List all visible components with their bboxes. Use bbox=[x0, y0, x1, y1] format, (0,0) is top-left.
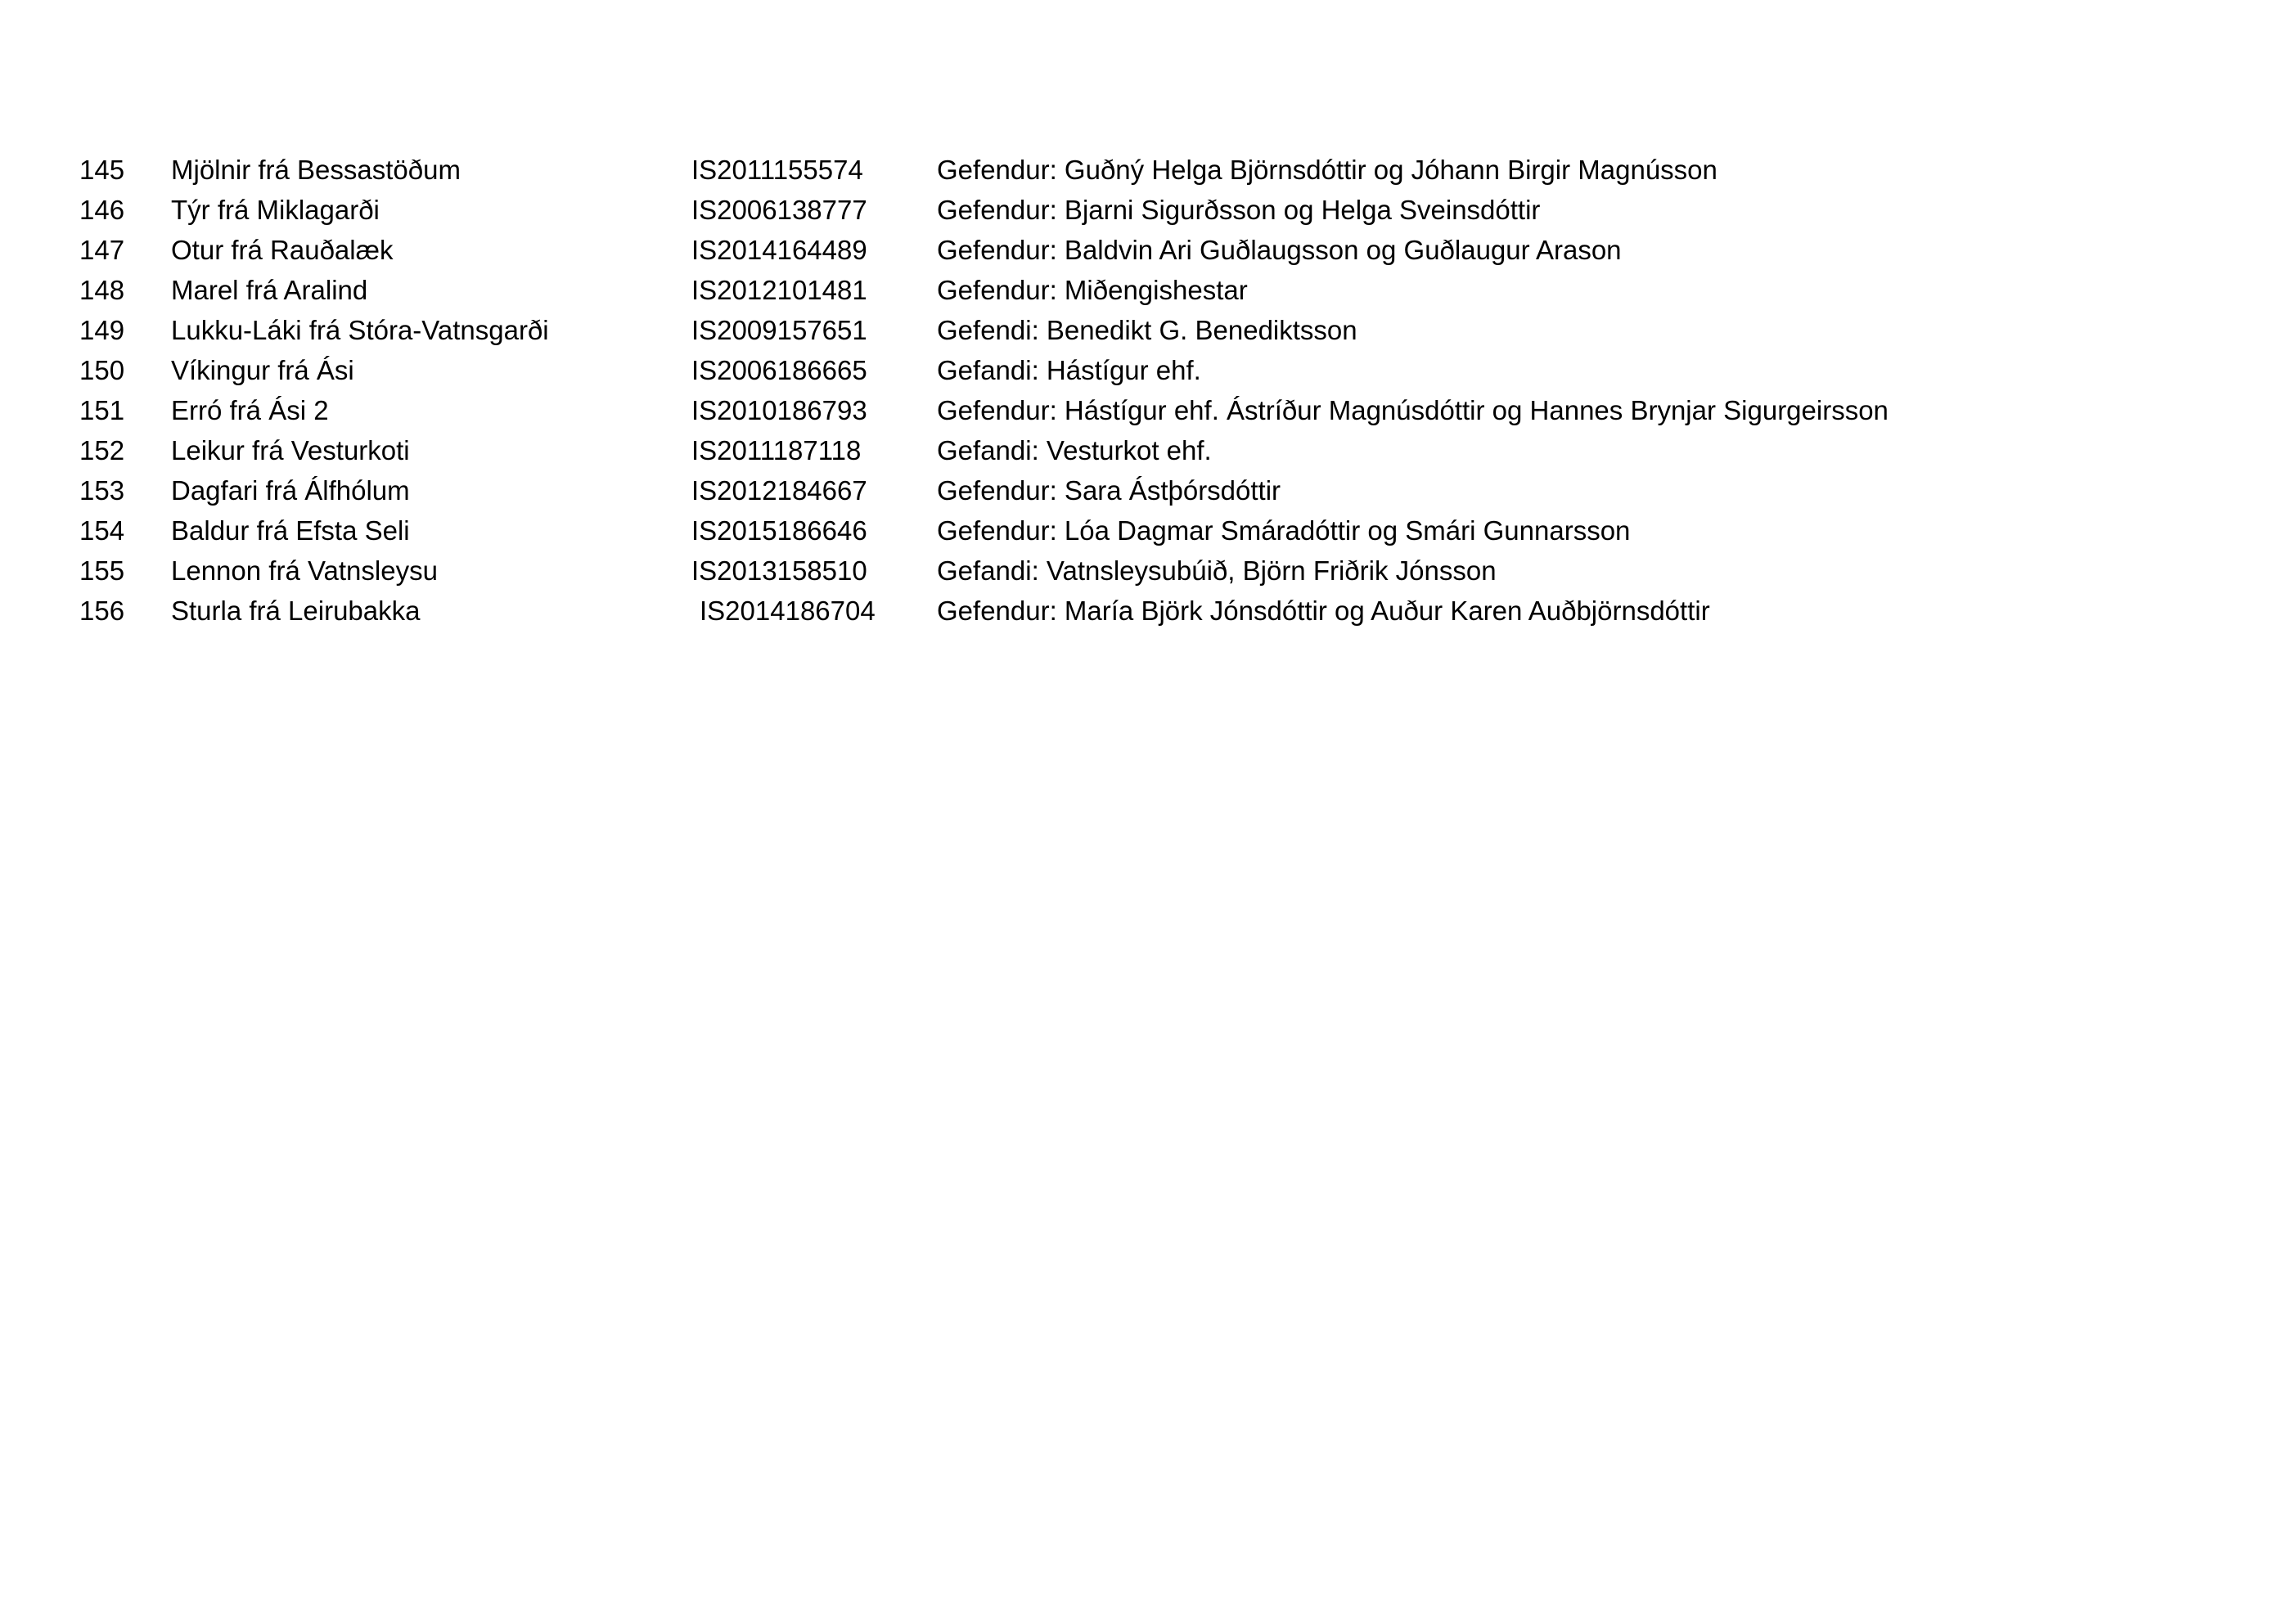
donors-text: Gefendur: Baldvin Ari Guðlaugsson og Guðlaugur Arason bbox=[937, 235, 1622, 265]
entry-number: 154 bbox=[79, 515, 125, 546]
list-item bbox=[0, 230, 2296, 270]
horse-name: Erró frá Ási 2 bbox=[171, 395, 329, 425]
registration-id: IS2009157651 bbox=[691, 315, 867, 345]
donors-text: Gefendur: Bjarni Sigurðsson og Helga Sveinsdóttir bbox=[937, 195, 1541, 225]
entry-number: 151 bbox=[79, 395, 125, 425]
list-item bbox=[0, 390, 2296, 430]
registration-id: IS2006186665 bbox=[691, 355, 867, 385]
horse-name: Marel frá Aralind bbox=[171, 275, 368, 305]
registration-id: IS2014164489 bbox=[691, 235, 867, 265]
registration-id: IS2012184667 bbox=[691, 475, 867, 506]
horse-name: Lennon frá Vatnsleysu bbox=[171, 555, 438, 586]
entry-number: 152 bbox=[79, 435, 125, 465]
horse-name: Týr frá Miklagarði bbox=[171, 195, 380, 225]
list-item bbox=[0, 591, 2296, 631]
entry-number: 155 bbox=[79, 555, 125, 586]
donors-text: Gefandi: Vatnsleysubúið, Björn Friðrik Jónsson bbox=[937, 555, 1497, 586]
horse-name: Lukku-Láki frá Stóra-Vatnsgarði bbox=[171, 315, 549, 345]
horse-name: Mjölnir frá Bessastöðum bbox=[171, 155, 461, 185]
entry-number: 148 bbox=[79, 275, 125, 305]
registration-id: IS2013158510 bbox=[691, 555, 867, 586]
entry-number: 149 bbox=[79, 315, 125, 345]
donors-text: Gefendi: Benedikt G. Benediktsson bbox=[937, 315, 1357, 345]
horse-name: Dagfari frá Álfhólum bbox=[171, 475, 410, 506]
entry-number: 145 bbox=[79, 155, 125, 185]
registration-id: IS2012101481 bbox=[691, 275, 867, 305]
list-item bbox=[0, 350, 2296, 390]
entry-number: 146 bbox=[79, 195, 125, 225]
registration-id: IS2015186646 bbox=[691, 515, 867, 546]
horse-name: Otur frá Rauðalæk bbox=[171, 235, 394, 265]
registration-id: IS2011187118 bbox=[691, 435, 862, 465]
horse-name: Víkingur frá Ási bbox=[171, 355, 354, 385]
list-item bbox=[0, 551, 2296, 591]
entry-number: 147 bbox=[79, 235, 125, 265]
list-item bbox=[0, 470, 2296, 510]
registration-id: IS2011155574 bbox=[691, 155, 863, 185]
list-item bbox=[0, 430, 2296, 470]
horse-name: Leikur frá Vesturkoti bbox=[171, 435, 410, 465]
entry-number: 150 bbox=[79, 355, 125, 385]
list-item bbox=[0, 190, 2296, 230]
donors-text: Gefendur: Hástígur ehf. Ástríður Magnúsdóttir og Hannes Brynjar Sigurgeirsson bbox=[937, 395, 1889, 425]
donors-text: Gefendur: María Björk Jónsdóttir og Auður Karen Auðbjörnsdóttir bbox=[937, 596, 1710, 626]
donors-text: Gefendur: Miðengishestar bbox=[937, 275, 1248, 305]
list-item bbox=[0, 510, 2296, 551]
donors-text: Gefandi: Vesturkot ehf. bbox=[937, 435, 1212, 465]
entry-number: 156 bbox=[79, 596, 125, 626]
list-item bbox=[0, 150, 2296, 190]
registration-id: IS2006138777 bbox=[691, 195, 867, 225]
donors-text: Gefandi: Hástígur ehf. bbox=[937, 355, 1201, 385]
entry-number: 153 bbox=[79, 475, 125, 506]
list-item bbox=[0, 270, 2296, 310]
horse-name: Baldur frá Efsta Seli bbox=[171, 515, 410, 546]
list-item bbox=[0, 310, 2296, 350]
donors-text: Gefendur: Lóa Dagmar Smáradóttir og Smári Gunnarsson bbox=[937, 515, 1631, 546]
donors-text: Gefendur: Sara Ástþórsdóttir bbox=[937, 475, 1281, 506]
registration-id: IS2010186793 bbox=[691, 395, 867, 425]
donors-text: Gefendur: Guðný Helga Björnsdóttir og Jóhann Birgir Magnússon bbox=[937, 155, 1717, 185]
registration-id: IS2014186704 bbox=[700, 596, 876, 626]
horse-name: Sturla frá Leirubakka bbox=[171, 596, 421, 626]
horse-list bbox=[0, 150, 2296, 631]
